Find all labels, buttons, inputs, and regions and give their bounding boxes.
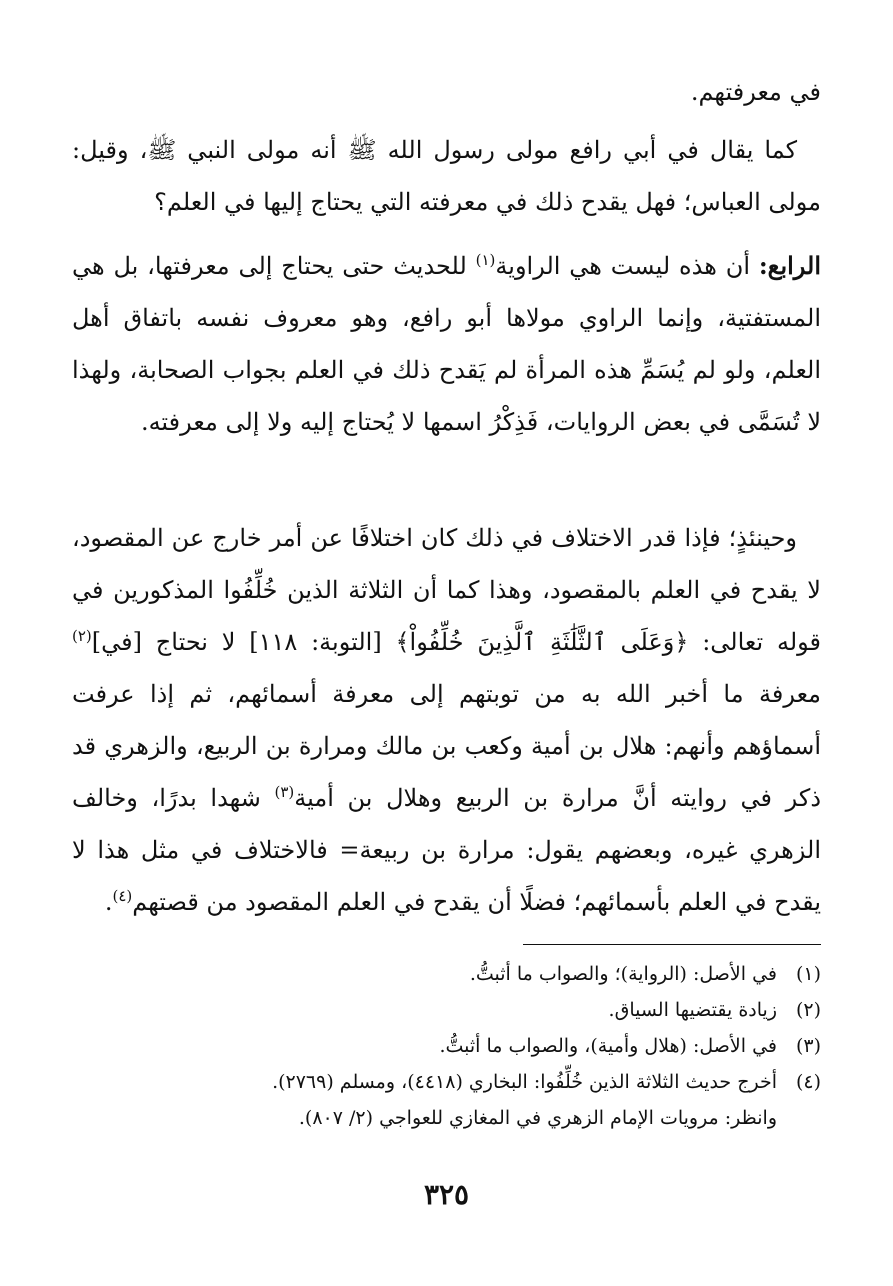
text-run: معرفة ما أخبر الله به من توبتهم إلى معرفة أسمائهم، ثم إذا عرفت أسماؤهم وأنهم: هلال بن أمية وكعب بن مالك ومرارة بن الربيع، والزهري قد ذكر في روايته أنَّ مرارة بن الربيع وهلال بن أمية	[72, 680, 821, 812]
section-lead-label: الرابع:	[758, 251, 822, 280]
page-number: ٣٢٥	[423, 1178, 470, 1211]
footnote-text: في الأصل: (هلال وأمية)، والصواب ما أثبتُّ.	[439, 1035, 777, 1057]
footnote-3	[72, 1028, 821, 1064]
footnote-ref-3[interactable]: (٣)	[274, 783, 295, 801]
text-run: شهدا بدرًا، وخالف الزهري غيره، وبعضهم يقول: مرارة بن ربيعة= فالاختلاف في مثل هذا لا يقدح في العلم بأسمائهم؛ فضلًا أن يقدح في العلم المقصود من قصتهم	[72, 784, 821, 916]
footnotes	[72, 956, 821, 1136]
text-run: للحديث حتى يحتاج إلى معرفتها، بل هي المستفتية، وإنما الراوي مولاها أبو رافع، وهو معروف نفسه باتفاق أهل العلم، ولو لم يُسَمِّ هذه المرأة لم يَقدح ذلك في العلم بجواب الصحابة، ولهذا لا تُسَمَّى في بعض الروايات، فَذِكْرُ اسمها لا يُحتاج إليه ولا إلى معرفته.	[72, 252, 821, 436]
paragraph-text: في معرفتهم.	[690, 78, 821, 106]
footnote-4	[72, 1064, 821, 1100]
footnote-number: (٢)	[795, 999, 821, 1021]
paragraph-text	[72, 240, 821, 448]
footnote-4-continuation: وانظر: مرويات الإمام الزهري في المغازي للعواجي (٢/ ٨٠٧).	[298, 1107, 777, 1129]
footnote-1	[72, 956, 821, 992]
footnote-text: أخرج حديث الثلاثة الذين خُلِّفُوا: البخاري (٤٤١٨)، ومسلم (٢٧٦٩).	[272, 1071, 777, 1093]
paragraph-three-left-behind	[72, 512, 821, 928]
text-run: .	[104, 888, 113, 916]
paragraph-text	[72, 512, 821, 928]
footnote-number: (٣)	[795, 1035, 821, 1057]
footnote-ref-2[interactable]: (٢)	[72, 627, 92, 645]
text-run: أن هذه ليست هي الراوية	[495, 252, 759, 280]
footnote-text: زيادة يقتضيها السياق.	[608, 999, 777, 1021]
footnote-number: (١)	[795, 963, 821, 985]
footnote-divider	[523, 944, 821, 945]
paragraph-continuation	[72, 66, 821, 118]
footnote-ref-4[interactable]: (٤)	[112, 887, 133, 905]
footnote-number: (٤)	[795, 1071, 821, 1093]
text-run: وحينئذٍ؛ فإذا قدر الاختلاف في ذلك كان اختلافًا عن أمر خارج عن المقصود، لا يقدح في العلم بالمقصود، وهذا كما أن الثلاثة الذين خُلِّفُوا المذكورين في قوله تعالى: ﴿وَعَلَى ٱلثَّلَٰثَةِ ٱلَّذِينَ خُلِّفُواْ﴾ [التوبة: ١١٨] لا نحتاج [في]	[72, 524, 822, 656]
footnote-text: في الأصل: (الرواية)؛ والصواب ما أثبتُّ.	[469, 963, 777, 985]
paragraph-fourth-point	[72, 240, 821, 448]
footnote-2	[72, 992, 821, 1028]
footnote-ref-1[interactable]: (١)	[475, 251, 496, 269]
paragraph-abu-rafi	[72, 124, 821, 228]
paragraph-text: كما يقال في أبي رافع مولى رسول الله ﷺ أنه مولى النبي ﷺ، وقيل: مولى العباس؛ فهل يقدح ذلك في معرفته التي يحتاج إليها في العلم؟	[72, 136, 821, 216]
